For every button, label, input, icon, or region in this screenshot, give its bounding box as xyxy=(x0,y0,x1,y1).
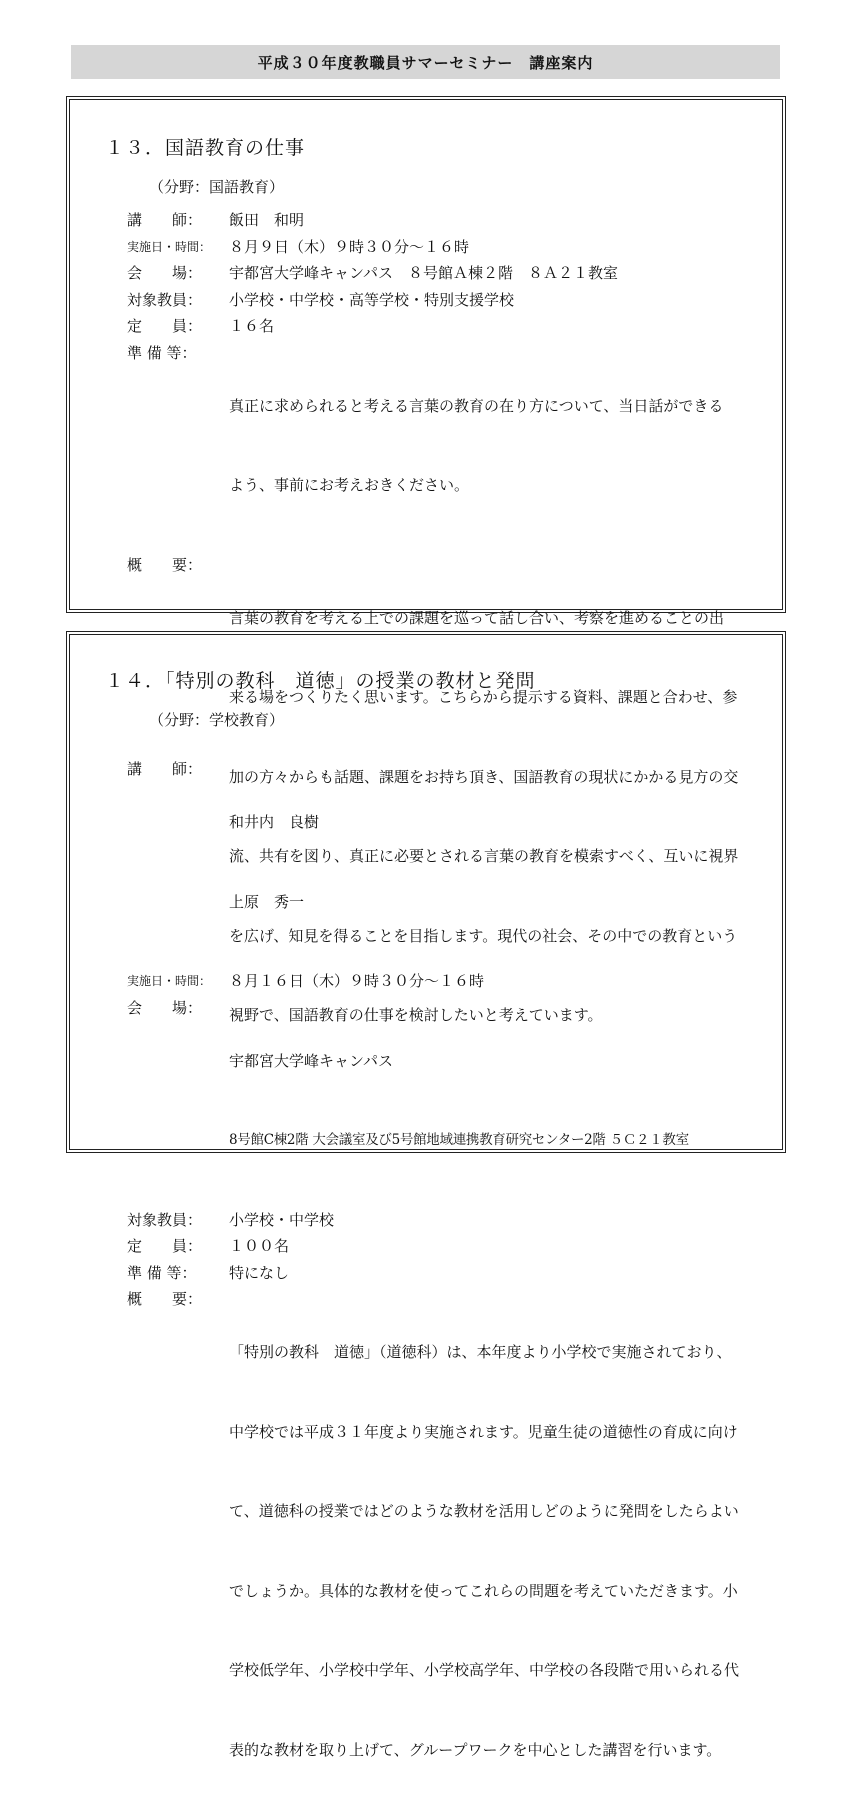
preparation-line: 真正に求められると考える言葉の教育の在り方について、当日話ができる xyxy=(229,396,724,415)
target-label: 対象教員： xyxy=(127,1210,203,1229)
preparation-value xyxy=(229,340,747,552)
summary-line: 加の方々からも話題、課題をお持ち頂き、国語教育の現状にかかる見方の交 xyxy=(229,767,739,786)
lecturer-name: 和井内 良樹 xyxy=(229,813,320,831)
course-field: （分野：学校教育） xyxy=(149,711,285,729)
summary-line: 「特別の教科 道徳」（道徳科）は、本年度より小学校で実施されており、 xyxy=(229,1343,732,1361)
summary-row xyxy=(127,1286,747,1816)
preparation-line: よう、事前にお考えおきください。 xyxy=(229,476,470,494)
preparation-row xyxy=(127,1260,747,1287)
capacity-row xyxy=(127,1233,747,1260)
summary-line: でしょうか。具体的な教材を使ってこれらの問題を考えていただきます。小 xyxy=(229,1581,738,1600)
summary-line: 表的な教材を取り上げて、グループワークを中心とした講習を行います。 xyxy=(229,1740,722,1759)
summary-line: 視野で、国語教育の仕事を検討したいと考えています。 xyxy=(229,1006,603,1024)
venue-line: 宇都宮大学峰キャンパス xyxy=(229,1051,393,1070)
page-header xyxy=(71,45,780,79)
date-value: ８月９日（木）９時３０分～１６時 xyxy=(229,237,470,256)
lecturer-label: 講 師： xyxy=(127,760,203,778)
date-value: ８月１６日（木）９時３０分～１６時 xyxy=(229,972,485,990)
date-label: 実施日・時間： xyxy=(127,239,212,254)
venue-label: 会 場： xyxy=(127,998,203,1017)
page-header-title: 平成３０年度教職員サマーセミナー 講座案内 xyxy=(257,53,594,72)
target-value: 小学校・中学校・高等学校・特別支援学校 xyxy=(229,290,515,309)
capacity-value: １６名 xyxy=(229,317,275,335)
capacity-label: 定 員： xyxy=(127,1237,203,1255)
lecturer-value: 飯田 和明 xyxy=(229,211,305,229)
venue-line: 8号館C棟2階 大会議室及び5号館地域連携教育研究センター2階 ５Ｃ２１教室 xyxy=(229,1132,689,1148)
summary-line: 学校低学年、小学校中学年、小学校高学年、中学校の各段階で用いられる代 xyxy=(229,1661,740,1679)
lecturer-row xyxy=(127,756,747,968)
preparation-value: 特になし xyxy=(229,1263,290,1282)
summary-line: を広げ、知見を得ることを目指します。現代の社会、その中での教育という xyxy=(229,926,738,945)
target-row xyxy=(127,1207,747,1234)
venue-row xyxy=(127,995,747,1207)
course-field: （分野：国語教育） xyxy=(149,178,285,196)
date-label: 実施日・時間： xyxy=(127,974,212,988)
capacity-value: １００名 xyxy=(229,1237,290,1255)
preparation-label: 準 備 等： xyxy=(127,343,197,362)
lecturer-value xyxy=(229,756,747,968)
preparation-row xyxy=(127,340,747,552)
capacity-label: 定 員： xyxy=(127,317,203,335)
preparation-label: 準 備 等： xyxy=(127,1263,197,1282)
capacity-row xyxy=(127,313,747,340)
course-title: １３．国語教育の仕事 xyxy=(105,137,306,159)
summary-line: 中学校では平成３１年度より実施されます。児童生徒の道徳性の育成に向け xyxy=(229,1422,738,1441)
summary-line: て、道徳科の授業ではどのような教材を活用しどのように発問をしたらよい xyxy=(229,1502,739,1520)
lecturer-row xyxy=(127,207,747,234)
summary-line: 流、共有を図り、真正に必要とされる言葉の教育を模索すべく、互いに視界 xyxy=(229,847,739,865)
summary-line: 来る場をつくりたく思います。こちらから提示する資料、課題と合わせ、参 xyxy=(229,688,738,706)
venue-label: 会 場： xyxy=(127,264,203,282)
date-row xyxy=(127,968,747,995)
target-row xyxy=(127,287,747,314)
venue-row xyxy=(127,260,747,287)
summary-value xyxy=(229,1286,747,1816)
lecturer-name: 上原 秀一 xyxy=(229,892,305,911)
lecturer-label: 講 師： xyxy=(127,211,203,229)
date-row xyxy=(127,234,747,261)
summary-line: 言葉の教育を考える上での課題を巡って話し合い、考察を進めることの出 xyxy=(229,608,725,627)
summary-label: 概 要： xyxy=(127,555,203,574)
venue-value: 宇都宮大学峰キャンパス ８号館Ａ棟２階 ８Ａ２１教室 xyxy=(229,264,618,282)
course-title: １４．「特別の教科 道徳」の授業の教材と発問 xyxy=(105,670,536,692)
target-value: 小学校・中学校 xyxy=(229,1210,335,1229)
target-label: 対象教員： xyxy=(127,290,203,309)
course-details xyxy=(127,756,747,1816)
venue-value xyxy=(229,995,747,1207)
summary-label: 概 要： xyxy=(127,1290,203,1308)
course-box-14 xyxy=(66,631,786,1759)
